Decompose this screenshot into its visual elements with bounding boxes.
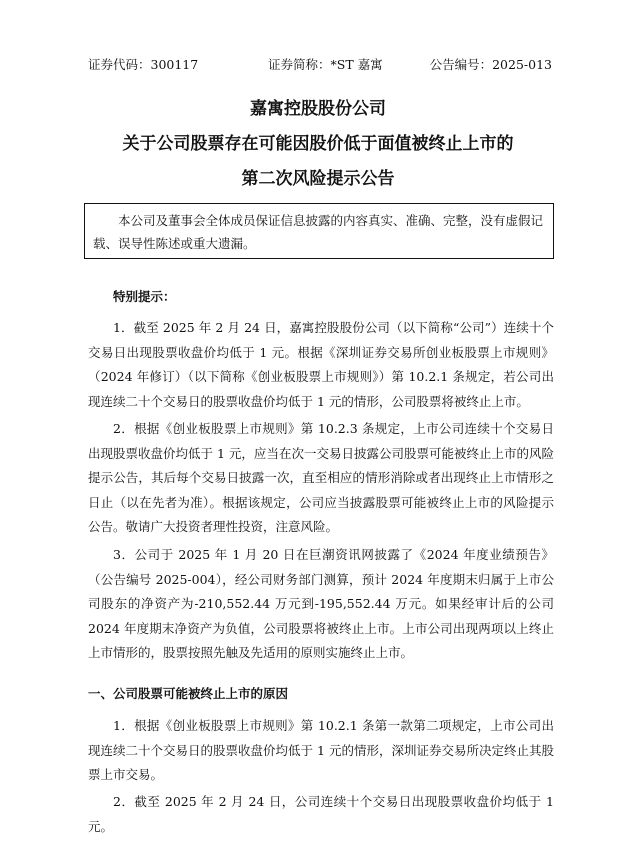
paragraph: 3．公司于 2025 年 1 月 20 日在巨潮资讯网披露了《2024 年度业绩预告》（公告编号 2025-004），经公司财务部门测算，预计 2024 年度期末归属于上市公司股东的净资产为-210,552.44 万元到-195,552.44 万元。如果经审计后的公司 2024 年度期末净资产为负值，公司股票将被终止上市。上市公司出现两项以上终止上市情形的，股票按照先触及先适用的原则实施终止上市。: [88, 547, 554, 660]
disclaimer-text: 本公司及董事会全体成员保证信息披露的内容真实、准确、完整，没有虚假记载、误导性陈述或重大遗漏。: [93, 213, 544, 251]
announcement-title-line1: 关于公司股票存在可能因股价低于面值被终止上市的: [122, 134, 514, 154]
section-1-item-2: [88, 790, 554, 839]
special-item-2: [88, 417, 554, 540]
disclaimer-box: [84, 203, 554, 259]
announcement-number: 公告编号：2025-013: [429, 57, 552, 72]
stock-name: 证券简称：*ST 嘉寓: [268, 57, 383, 72]
special-notice-heading: 特别提示：: [113, 289, 176, 304]
company-title: 嘉寓控股股份公司: [250, 99, 386, 119]
paragraph: 1．根据《创业板股票上市规则》第 10.2.1 条第一款第二项规定，上市公司出现连续二十个交易日的股票收盘价均低于 1 元的情形，深圳证券交易所决定终止其股票上市交易。: [88, 718, 554, 782]
special-item-1: [88, 316, 554, 414]
section-1-heading: 一、公司股票可能被终止上市的原因: [88, 686, 289, 701]
special-item-3: [88, 543, 554, 666]
paragraph: 1．截至 2025 年 2 月 24 日，嘉寓控股股份公司（以下简称“公司”）连续十个交易日出现股票收盘价均低于 1 元。根据《深圳证券交易所创业板股票上市规则》（2024 年修订）（以下简称《创业板股票上市规则》）第 10.2.1 条规定，若公司出现连续二十个交易日的股票收盘价均低于 1 元的情形，公司股票将被终止上市。: [88, 320, 554, 409]
paragraph: 2．截至 2025 年 2 月 24 日，公司连续十个交易日出现股票收盘价均低于 1 元。: [88, 794, 554, 834]
paragraph: 2．根据《创业板股票上市规则》第 10.2.3 条规定，上市公司连续十个交易日出现股票收盘价均低于 1 元，应当在次一交易日披露公司股票可能被终止上市的风险提示公告，其后每个交易日披露一次，直至相应的情形消除或者出现终止上市情形之日止（以在先者为准）。根据该规定，公司应当披露股票可能被终止上市的风险提示公告。敬请广大投资者理性投资，注意风险。: [88, 421, 554, 534]
section-1-item-1: [88, 714, 554, 788]
document-header: [88, 57, 552, 73]
stock-code: 证券代码：300117: [88, 57, 199, 72]
announcement-title-line2: 第二次风险提示公告: [241, 169, 395, 189]
